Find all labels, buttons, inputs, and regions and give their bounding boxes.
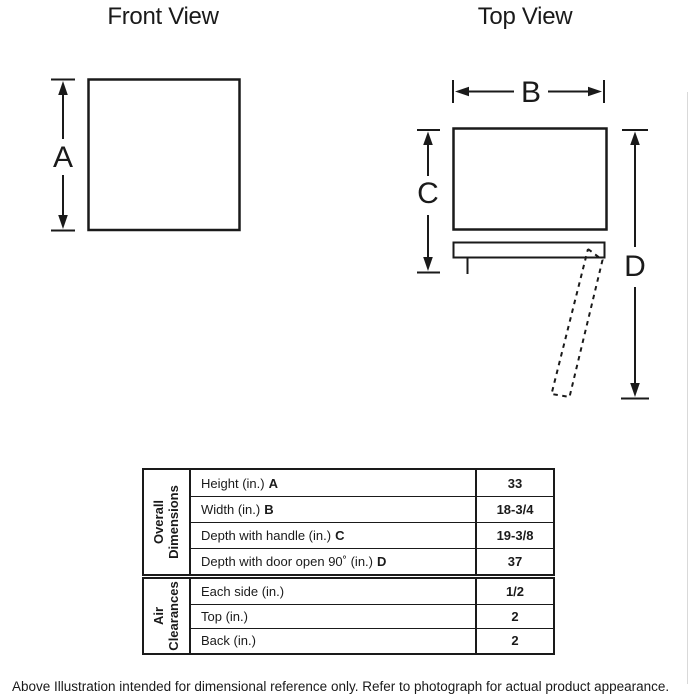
- row-label: [191, 629, 475, 653]
- row-label-text: Back (in.): [201, 633, 256, 649]
- row-label-text: Depth with handle (in.): [201, 528, 332, 543]
- footer-disclaimer: Above Illustration intended for dimensional reference only. Refer to photograph for actual product appearance.: [12, 679, 670, 694]
- row-dim-key: B: [264, 502, 274, 517]
- door-bar: [454, 243, 605, 258]
- row-label-text: Depth with door open 90˚ (in.): [201, 554, 373, 569]
- group-label-air-clearances: [152, 581, 182, 650]
- table-row-height: [191, 470, 553, 496]
- table-row-depth-door-open: [191, 548, 553, 574]
- row-label: [191, 523, 475, 548]
- group-line: Clearances: [165, 581, 181, 651]
- front-view-outline: [89, 80, 240, 231]
- row-value: 19-3/8: [475, 523, 553, 548]
- row-label: [191, 549, 475, 574]
- table-section-air-clearances: [142, 577, 555, 655]
- top-view-title: Top View: [477, 3, 573, 30]
- row-label-text: Each side (in.): [201, 583, 285, 599]
- group-line: Air: [150, 606, 166, 625]
- top-view-outline: [454, 129, 607, 230]
- table-row-back: [191, 628, 553, 653]
- front-view-title: Front View: [107, 3, 219, 30]
- row-label: [191, 579, 475, 604]
- front-view-diagram: [51, 80, 240, 231]
- row-label-text: Top (in.): [201, 608, 248, 624]
- dim-label-a: A: [52, 141, 74, 174]
- group-cell-overall-dimensions: [144, 470, 191, 574]
- row-value: 1/2: [475, 579, 553, 604]
- row-value: 37: [475, 549, 553, 574]
- row-label-text: Width (in.): [201, 502, 261, 517]
- row-value: 2: [475, 629, 553, 653]
- top-view-diagram: [417, 76, 649, 399]
- group-cell-air-clearances: [144, 579, 191, 653]
- row-dim-key: C: [335, 528, 345, 543]
- group-label-overall-dimensions: [152, 485, 182, 559]
- row-label: [191, 470, 475, 496]
- table-row-depth-handle: [191, 522, 553, 548]
- group-line: Overall: [150, 499, 166, 545]
- dim-arrow-b: [453, 76, 604, 109]
- dim-arrow-c: [417, 130, 440, 273]
- dim-label-c: C: [417, 177, 439, 210]
- table-row-width: [191, 496, 553, 522]
- row-value: 33: [475, 470, 553, 496]
- page-edge-line: [687, 92, 688, 684]
- group-line: Dimensions: [165, 485, 181, 559]
- dim-label-d: D: [624, 250, 646, 283]
- row-label: [191, 497, 475, 522]
- row-value: 18-3/4: [475, 497, 553, 522]
- dimensions-table: [142, 468, 555, 655]
- dim-label-b: B: [520, 76, 542, 109]
- row-dim-key: D: [376, 554, 387, 569]
- dim-arrow-d: [621, 130, 649, 399]
- dim-arrow-a: [51, 80, 75, 231]
- table-row-each-side: [191, 579, 553, 604]
- door-open-dashed-outline: [552, 249, 603, 397]
- table-section-overall-dimensions: [142, 468, 555, 576]
- row-label-text: Height (in.): [201, 475, 265, 491]
- row-label: [191, 605, 475, 629]
- row-dim-key: A: [268, 475, 278, 491]
- row-value: 2: [475, 605, 553, 629]
- table-row-top: [191, 604, 553, 629]
